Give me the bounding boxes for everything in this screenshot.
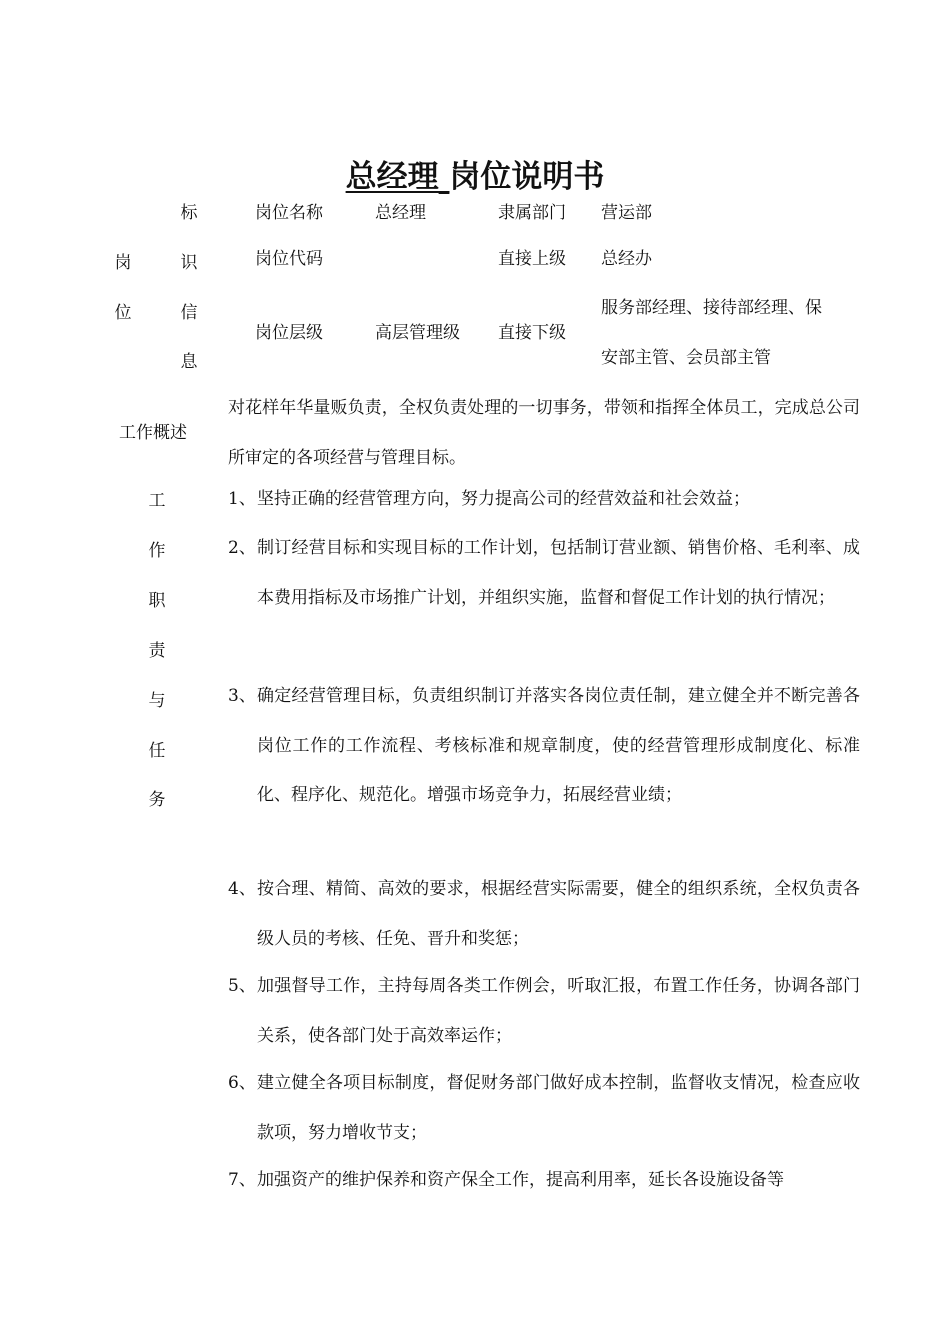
title-position-name: 总经理 [345, 159, 439, 195]
identification-label-char: 息 [180, 352, 198, 372]
duty-item [228, 1156, 860, 1206]
department-label: 隶属部门 [498, 203, 566, 223]
work-summary-text: 对花样年华量贩负责，全权负责处理的一切事务，带领和指挥全体员工，完成总公司所审定的各项经营与管理目标。 [228, 398, 860, 468]
duty-number: 4、 [228, 879, 256, 899]
duty-label-char: 作 [148, 541, 166, 561]
position-name-value: 总经理 [375, 203, 426, 223]
position-level-label: 岗位层级 [255, 323, 323, 343]
left-label-char: 位 [114, 303, 132, 323]
duty-item [228, 524, 860, 623]
title-document-type: 岗位说明书 [449, 159, 605, 195]
direct-superior-value: 总经办 [601, 249, 652, 269]
left-label-char: 岗 [114, 253, 132, 273]
duty-item [228, 1059, 860, 1158]
duty-label-char: 工 [148, 491, 166, 511]
duty-label-char: 务 [148, 790, 166, 810]
identification-label-char: 识 [180, 253, 198, 273]
duty-number: 7、 [228, 1170, 256, 1190]
duty-item [228, 865, 860, 964]
duty-text: 加强督导工作，主持每周各类工作例会，听取汇报，布置工作任务，协调各部门关系，使各部门处于高效率运作； [257, 976, 860, 1046]
position-code-label: 岗位代码 [255, 249, 323, 269]
duty-label-char: 职 [148, 591, 166, 611]
position-level-value: 高层管理级 [375, 323, 460, 343]
page-title [0, 158, 950, 196]
position-name-label: 岗位名称 [255, 203, 323, 223]
duty-text: 制订经营目标和实现目标的工作计划，包括制订营业额、销售价格、毛利率、成本费用指标及市场推广计划，并组织实施，监督和督促工作计划的执行情况； [257, 538, 860, 608]
identification-label-char: 标 [180, 203, 198, 223]
direct-superior-label: 直接上级 [498, 249, 566, 269]
duty-item [228, 672, 860, 821]
duty-item [228, 475, 860, 525]
duty-item [228, 962, 860, 1061]
department-value: 营运部 [601, 203, 652, 223]
identification-label-char: 信 [180, 303, 198, 323]
duty-label-char: 责 [148, 641, 166, 661]
duty-text: 建立健全各项目标制度，督促财务部门做好成本控制，监督收支情况，检查应收款项，努力增收节支； [257, 1073, 860, 1143]
work-summary-label: 工作概述 [119, 423, 187, 443]
duty-label-char: 与 [148, 691, 166, 711]
duty-number: 1、 [228, 489, 256, 509]
duty-text: 加强资产的维护保养和资产保全工作，提高利用率，延长各设施设备等 [257, 1170, 784, 1190]
duty-text: 按合理、精简、高效的要求，根据经营实际需要，健全的组织系统，全权负责各级人员的考核、任免、晋升和奖惩； [257, 879, 860, 949]
direct-subordinate-value-line1: 服务部经理、接待部经理、保 [601, 298, 822, 318]
duty-label-char: 任 [148, 741, 166, 761]
duty-number: 2、 [228, 538, 256, 558]
duty-number: 6、 [228, 1073, 256, 1093]
duty-text: 坚持正确的经营管理方向，努力提高公司的经营效益和社会效益； [257, 489, 750, 509]
duty-text: 确定经营管理目标，负责组织制订并落实各岗位责任制，建立健全并不断完善各岗位工作的工作流程、考核标准和规章制度，使的经营管理形成制度化、标准化、程序化、规范化。增强市场竞争力，拓展经营业绩； [257, 686, 860, 805]
duty-number: 5、 [228, 976, 256, 996]
direct-subordinate-label: 直接下级 [498, 323, 566, 343]
direct-subordinate-value-line2: 安部主管、会员部主管 [601, 348, 771, 368]
duty-number: 3、 [228, 686, 256, 706]
